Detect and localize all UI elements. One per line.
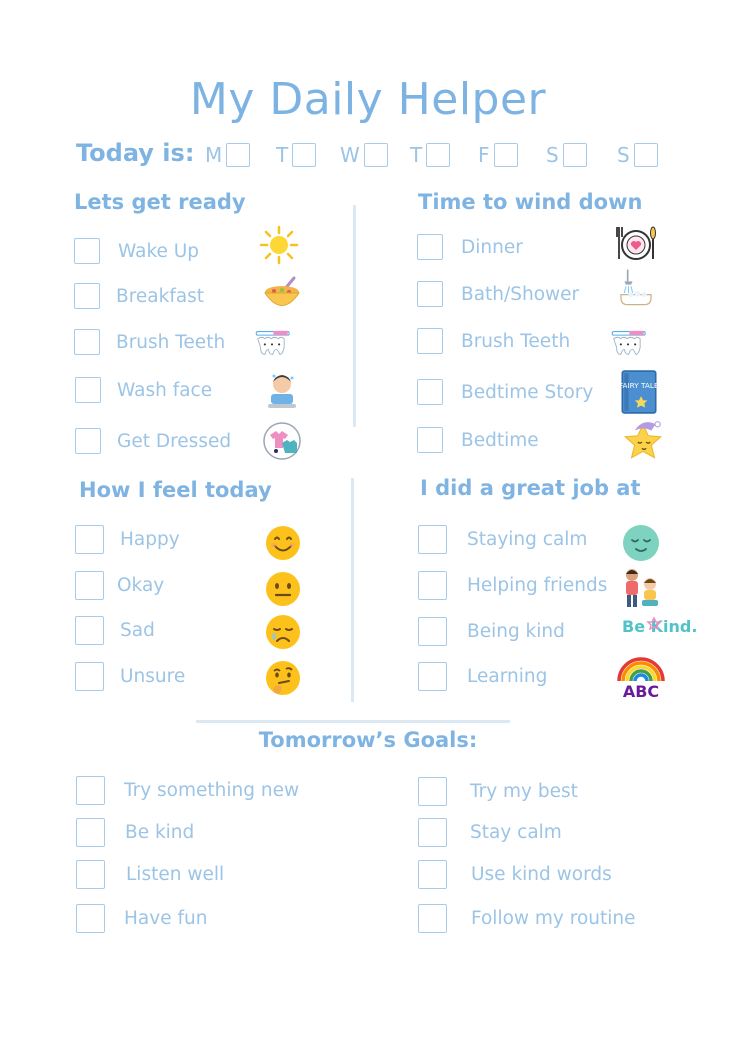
day-thursday[interactable]	[410, 143, 450, 167]
neutral-face-icon	[265, 571, 301, 607]
page-title: My Daily Helper	[189, 74, 547, 125]
goal-item[interactable]	[76, 776, 299, 805]
checkbox[interactable]	[75, 616, 104, 645]
today-label: Today is:	[76, 139, 195, 167]
checklist-item[interactable]	[75, 525, 180, 554]
item-label: Staying calm	[467, 529, 588, 550]
item-label: Helping friends	[467, 575, 608, 596]
goal-label: Follow my routine	[471, 908, 636, 929]
day-wednesday[interactable]	[340, 143, 388, 167]
goal-item[interactable]	[418, 777, 578, 806]
item-label: Being kind	[467, 621, 565, 642]
be-kind-icon	[618, 612, 698, 658]
dinner-plate-icon	[616, 223, 656, 263]
item-label: Sad	[120, 620, 155, 641]
thinking-face-icon	[265, 660, 301, 696]
rainbow-abc-icon	[616, 655, 666, 699]
checkbox[interactable]	[418, 617, 447, 646]
section-heading-get-ready: Lets get ready	[74, 190, 246, 214]
checklist-item[interactable]	[418, 662, 547, 691]
day-label: W	[340, 143, 360, 167]
checkbox[interactable]	[75, 525, 104, 554]
goal-label: Use kind words	[471, 864, 612, 885]
checklist-item[interactable]	[74, 329, 225, 355]
checkbox[interactable]	[418, 777, 447, 806]
item-label: Okay	[117, 575, 165, 596]
item-label: Brush Teeth	[461, 330, 571, 352]
goal-label: Try something new	[124, 780, 300, 801]
checklist-item[interactable]	[74, 238, 199, 264]
teeth-brushing-icon	[252, 323, 292, 363]
section-divider	[196, 720, 510, 723]
day-checkbox[interactable]	[426, 143, 450, 167]
day-saturday[interactable]	[546, 143, 587, 167]
day-label: T	[276, 143, 289, 167]
day-checkbox[interactable]	[563, 143, 587, 167]
day-tuesday[interactable]	[276, 143, 316, 167]
day-checkbox[interactable]	[292, 143, 316, 167]
crying-face-icon	[265, 614, 301, 650]
checklist-item[interactable]	[418, 571, 607, 600]
day-label: T	[410, 143, 423, 167]
goal-label: Try my best	[470, 781, 578, 802]
goal-item[interactable]	[76, 904, 207, 933]
checklist-item[interactable]	[417, 234, 523, 260]
goal-item[interactable]	[418, 904, 636, 933]
sun-icon	[259, 225, 299, 265]
goal-item[interactable]	[76, 860, 224, 889]
section-heading-tomorrow: Tomorrow’s Goals:	[258, 728, 478, 752]
checkbox[interactable]	[76, 776, 105, 805]
checkbox[interactable]	[418, 571, 447, 600]
item-label: Unsure	[120, 666, 186, 687]
checkbox[interactable]	[417, 427, 443, 453]
checklist-item[interactable]	[418, 525, 587, 554]
day-checkbox[interactable]	[634, 143, 658, 167]
checklist-item[interactable]	[75, 377, 212, 403]
day-checkbox[interactable]	[226, 143, 250, 167]
item-label: Breakfast	[116, 285, 205, 307]
checklist-item[interactable]	[417, 328, 570, 354]
checkbox[interactable]	[418, 662, 447, 691]
goal-item[interactable]	[418, 818, 562, 847]
clothes-icon	[262, 421, 302, 461]
column-divider	[351, 478, 354, 702]
item-label: Bedtime	[461, 429, 539, 451]
section-heading-great-job: I did a great job at	[420, 476, 641, 500]
smiling-face-icon	[265, 525, 301, 561]
checkbox[interactable]	[74, 238, 100, 264]
helping-friends-icon	[618, 566, 664, 612]
checkbox[interactable]	[417, 379, 443, 405]
checkbox[interactable]	[417, 328, 443, 354]
day-checkbox[interactable]	[494, 143, 518, 167]
book-title: FAIRY TALES	[618, 380, 664, 390]
teeth-brushing-icon	[608, 323, 648, 363]
item-label: Get Dressed	[117, 430, 232, 452]
checklist-item[interactable]	[417, 281, 579, 307]
item-label: Bedtime Story	[461, 381, 594, 403]
checkbox[interactable]	[76, 904, 105, 933]
item-label: Learning	[467, 666, 548, 687]
checkbox[interactable]	[74, 329, 100, 355]
column-divider	[353, 205, 356, 427]
checkbox[interactable]	[75, 662, 104, 691]
boy-washing-face-icon	[262, 370, 302, 410]
checklist-item[interactable]	[417, 379, 593, 405]
goal-label: Stay calm	[470, 822, 562, 843]
checklist-item[interactable]	[74, 283, 204, 309]
checkbox[interactable]	[76, 860, 105, 889]
day-checkbox[interactable]	[364, 143, 388, 167]
cereal-bowl-icon	[262, 274, 302, 314]
item-label: Wake Up	[118, 240, 200, 262]
abc-text: ABC	[622, 682, 660, 701]
day-label: S	[617, 143, 630, 167]
checkbox[interactable]	[418, 904, 447, 933]
item-label: Dinner	[461, 236, 523, 258]
sleepy-star-icon	[620, 418, 666, 464]
checkbox[interactable]	[74, 283, 100, 309]
checkbox[interactable]	[75, 428, 101, 454]
checkbox[interactable]	[417, 281, 443, 307]
checkbox[interactable]	[418, 525, 447, 554]
item-label: Brush Teeth	[116, 331, 226, 353]
day-sunday[interactable]	[617, 143, 658, 167]
goal-label: Be kind	[125, 822, 195, 843]
checklist-item[interactable]	[418, 617, 565, 646]
checkbox[interactable]	[418, 818, 447, 847]
goal-item[interactable]	[76, 818, 194, 847]
checklist-item[interactable]	[417, 427, 539, 453]
section-heading-feel-today: How I feel today	[79, 478, 272, 502]
bathtub-shower-icon	[616, 268, 656, 308]
checkbox[interactable]	[75, 377, 101, 403]
section-heading-wind-down: Time to wind down	[418, 190, 643, 214]
checklist-item[interactable]	[75, 616, 155, 645]
day-friday[interactable]	[478, 143, 518, 167]
checkbox[interactable]	[75, 571, 104, 600]
day-monday[interactable]	[205, 143, 250, 167]
checklist-item[interactable]	[75, 662, 185, 691]
be-kind-text: Be Kind.	[622, 617, 698, 636]
checkbox[interactable]	[417, 234, 443, 260]
goal-label: Have fun	[124, 908, 208, 929]
item-label: Bath/Shower	[461, 283, 580, 305]
item-label: Happy	[120, 529, 180, 550]
checkbox[interactable]	[76, 818, 105, 847]
day-label: F	[478, 143, 490, 167]
goal-label: Listen well	[126, 864, 225, 885]
day-label: S	[546, 143, 559, 167]
goal-item[interactable]	[418, 860, 612, 889]
item-label: Wash face	[117, 379, 213, 401]
fairy-tales-book-icon	[618, 369, 664, 415]
checklist-item[interactable]	[75, 428, 231, 454]
calm-face-icon	[622, 524, 660, 562]
checklist-item[interactable]	[75, 571, 164, 600]
day-label: M	[205, 143, 223, 167]
checkbox[interactable]	[418, 860, 447, 889]
